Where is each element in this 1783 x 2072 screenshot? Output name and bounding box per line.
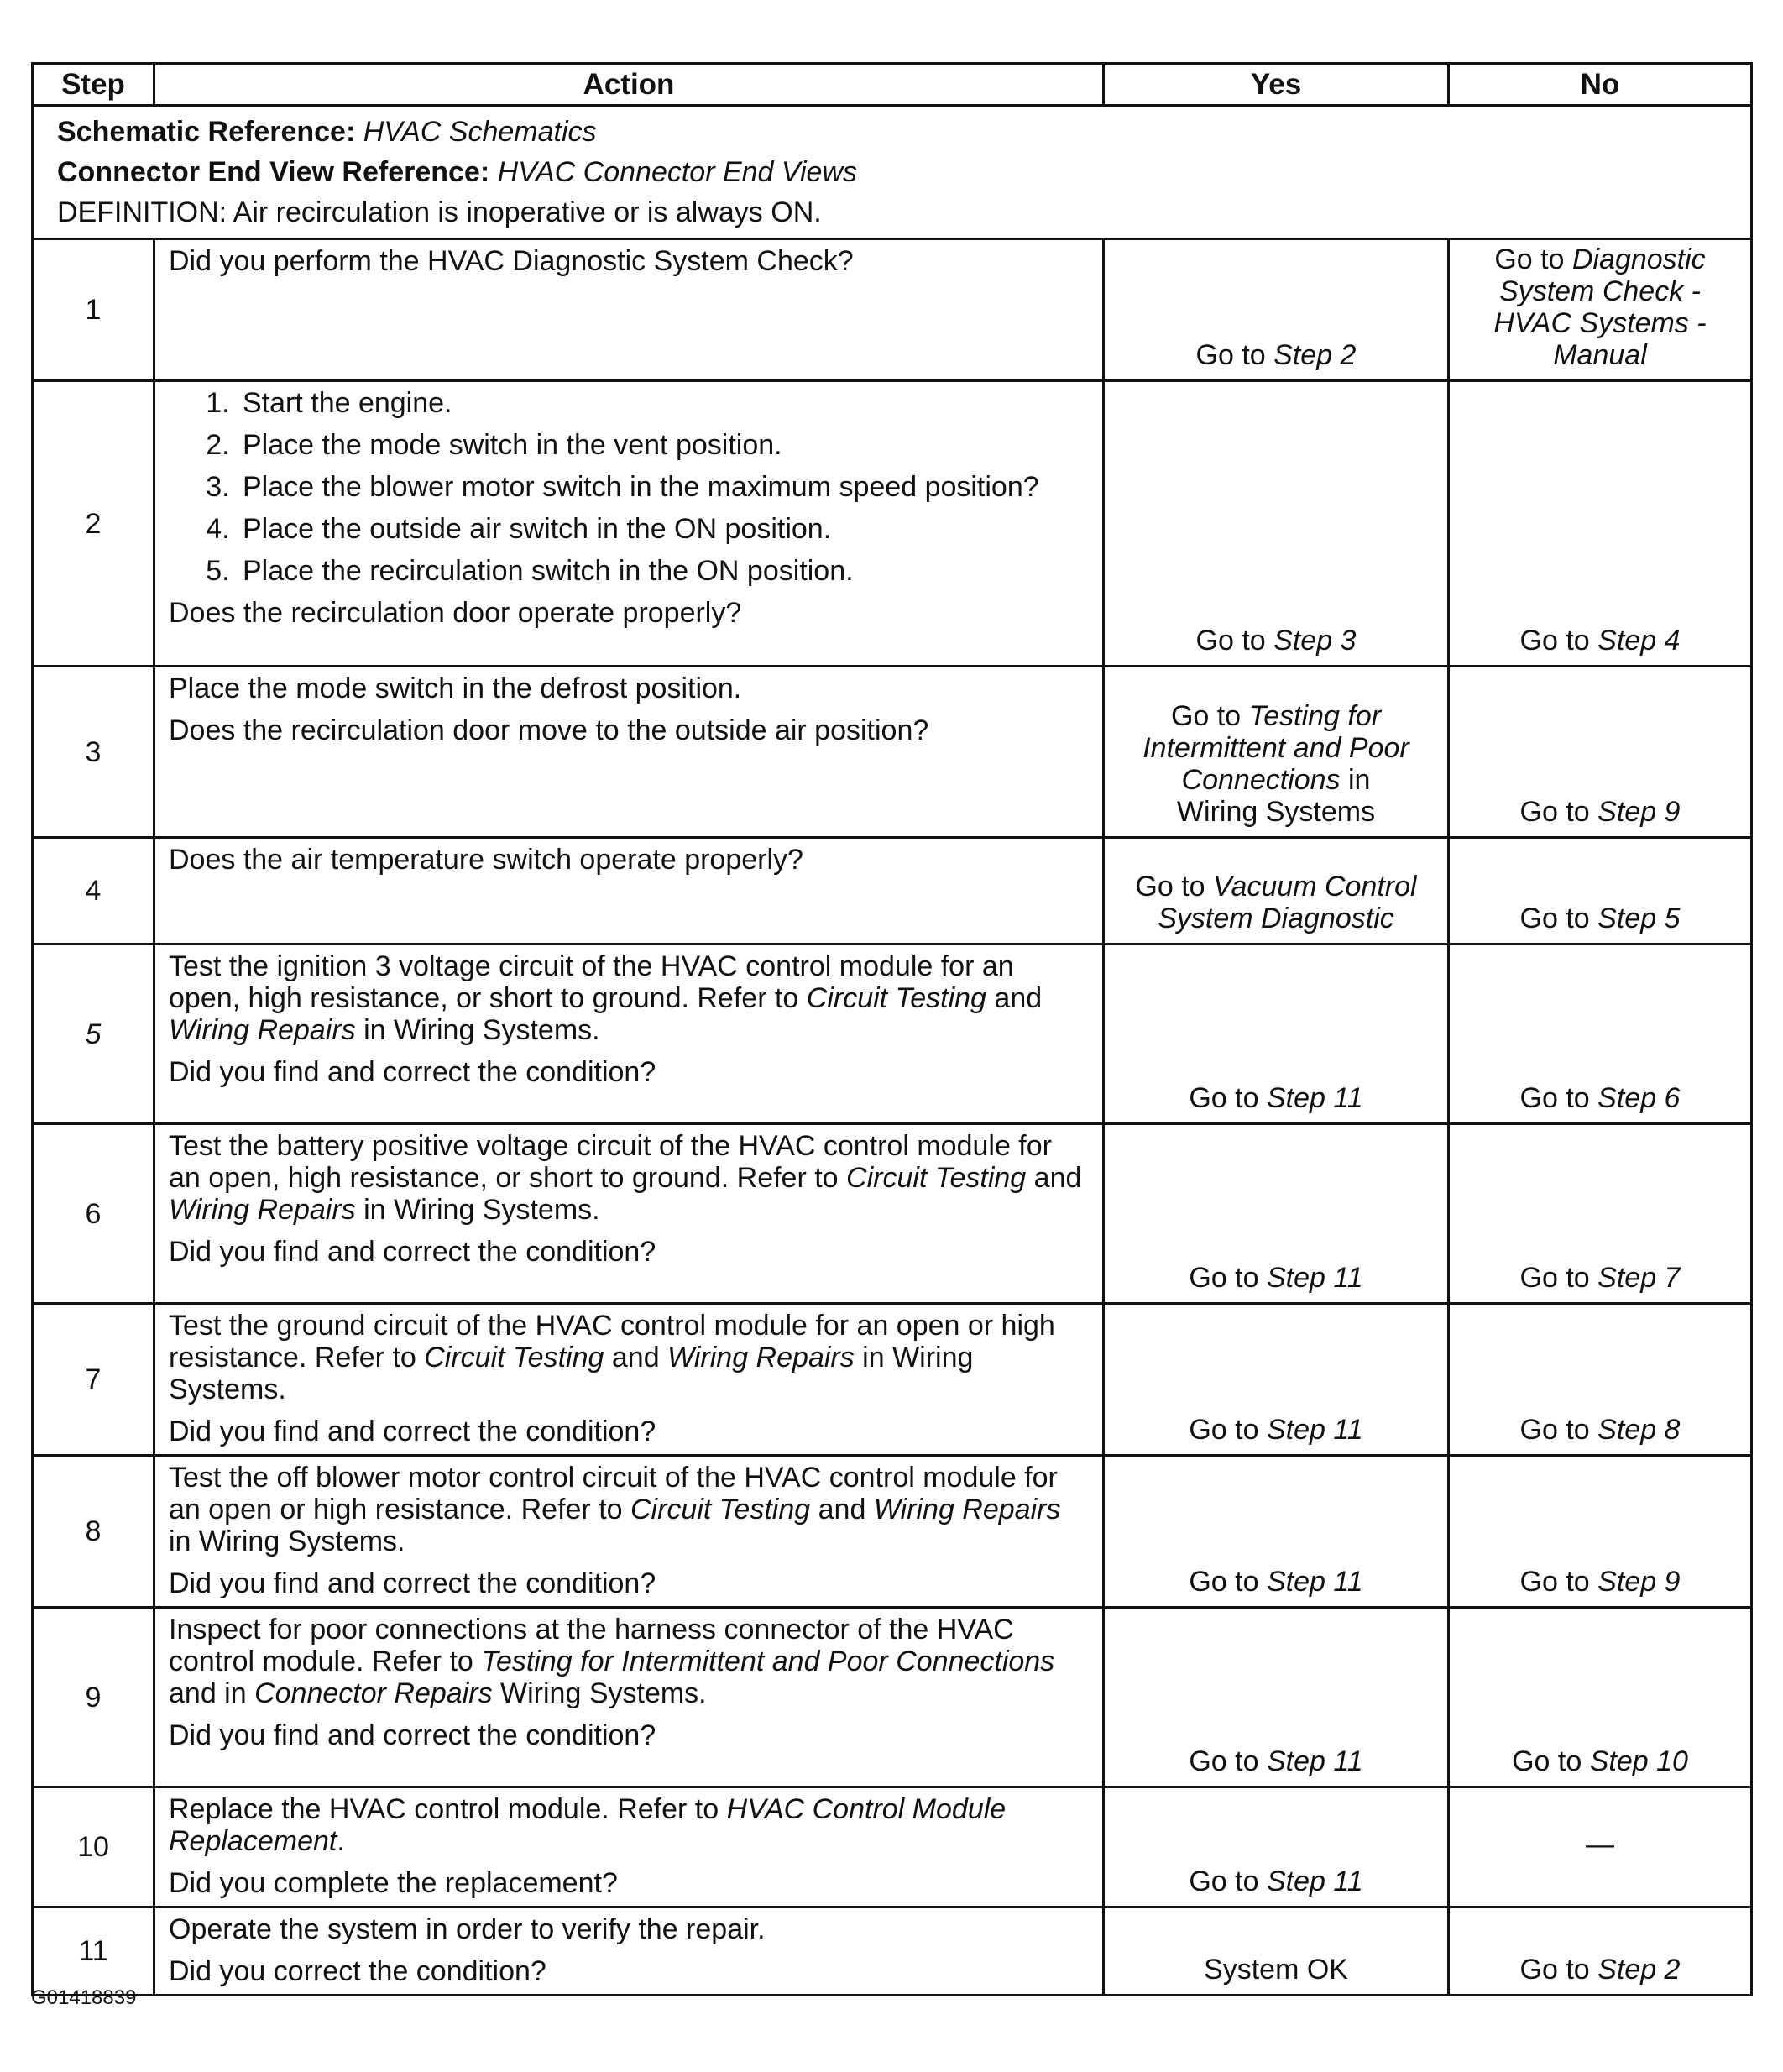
table-row	[33, 838, 1752, 944]
yes-prefix: Go to	[1189, 1262, 1259, 1294]
no-prefix: Go to	[1519, 1954, 1590, 1986]
action-text	[169, 1793, 1090, 1857]
table-row	[33, 239, 1752, 381]
action-text-part: and in	[169, 1677, 247, 1709]
action-link[interactable]: HVAC Control Module Replacement	[169, 1793, 1007, 1857]
header-step: Step	[33, 64, 154, 106]
yes-link[interactable]: Step 11	[1266, 1262, 1363, 1294]
yes-cell	[1104, 667, 1449, 838]
action-link[interactable]: Circuit Testing	[424, 1342, 604, 1373]
yes-link[interactable]: Step 11	[1266, 1566, 1363, 1598]
action-text-part: Inspect for poor connections at the harness connector of the HVAC control module. Refer to	[169, 1614, 1014, 1677]
yes-suffix: in Wiring Systems	[1176, 764, 1376, 828]
action-link[interactable]: Circuit Testing	[806, 982, 986, 1014]
action-question: Did you find and correct the condition?	[169, 1236, 656, 1268]
table-row	[33, 667, 1752, 838]
action-cell	[154, 944, 1104, 1124]
schematic-reference-link[interactable]: HVAC Schematics	[363, 116, 597, 148]
yes-cell	[1104, 381, 1449, 667]
step-number: 3	[33, 667, 154, 838]
action-question: Did you find and correct the condition?	[169, 1415, 656, 1447]
no-prefix: Go to	[1512, 1745, 1582, 1777]
figure-id: G01418839	[31, 1986, 137, 2009]
action-text-part: Test the battery positive voltage circuit of the HVAC control module for an open, high resistance, or short to ground. Refer to	[169, 1130, 1052, 1194]
action-cell	[154, 1608, 1104, 1787]
list-item: 2. Place the mode switch in the vent position.	[238, 429, 1090, 461]
yes-prefix: Go to	[1189, 1082, 1259, 1114]
action-cell	[154, 381, 1104, 667]
action-text: Operate the system in order to verify the repair.	[169, 1913, 766, 1945]
action-text-part: and	[1033, 1162, 1082, 1194]
action-question: Does the air temperature switch operate properly?	[169, 844, 803, 876]
no-cell	[1449, 1456, 1752, 1608]
yes-prefix: Go to	[1189, 1745, 1259, 1777]
action-cell	[154, 1907, 1104, 1996]
yes-cell	[1104, 1787, 1449, 1907]
reference-cell	[33, 106, 1752, 239]
header-row	[33, 64, 1752, 106]
no-prefix: Go to	[1519, 903, 1590, 934]
yes-link[interactable]: Step 2	[1273, 339, 1357, 371]
table-row	[33, 1608, 1752, 1787]
header-action: Action	[154, 64, 1104, 106]
action-text-part: Test the off blower motor control circuit of the HVAC control module for an open or high resistance. Refer to	[169, 1462, 1058, 1525]
action-text-part: and	[611, 1342, 660, 1373]
yes-prefix: Go to	[1189, 1865, 1259, 1897]
yes-link[interactable]: Step 11	[1266, 1745, 1363, 1777]
action-link[interactable]: Wiring Repairs	[169, 1014, 356, 1046]
yes-text: System OK	[1204, 1954, 1348, 1986]
action-text-part: Test the ground circuit of the HVAC control module for an open or high resistance. Refer to	[169, 1310, 1055, 1373]
list-item: 1. Start the engine.	[238, 387, 1090, 419]
action-text: Place the mode switch in the defrost position.	[169, 672, 742, 704]
action-steps-list	[169, 387, 1090, 587]
yes-cell	[1104, 1124, 1449, 1304]
action-link[interactable]: Circuit Testing	[846, 1162, 1027, 1194]
yes-link[interactable]: Vacuum Control System Diagnostic	[1158, 871, 1417, 934]
schematic-reference	[57, 112, 1750, 152]
no-link[interactable]: Step 5	[1597, 903, 1681, 934]
no-link[interactable]: Step 4	[1597, 625, 1681, 657]
action-link[interactable]: Wiring Repairs	[169, 1194, 356, 1226]
action-text-part: Test the ignition 3 voltage circuit of the HVAC control module for an open, high resistance, or short to ground. Refer to	[169, 950, 1014, 1014]
action-question: Did you find and correct the condition?	[169, 1056, 656, 1088]
no-link[interactable]: Step 2	[1597, 1954, 1681, 1986]
yes-prefix: Go to	[1135, 871, 1205, 903]
action-cell	[154, 1456, 1104, 1608]
no-link[interactable]: Step 10	[1589, 1745, 1688, 1777]
yes-cell	[1104, 1456, 1449, 1608]
action-question: Does the recirculation door operate properly?	[169, 597, 742, 629]
connector-reference-label: Connector End View Reference:	[57, 156, 490, 188]
yes-link[interactable]: Step 11	[1266, 1414, 1363, 1446]
connector-reference-link[interactable]: HVAC Connector End Views	[497, 156, 857, 188]
connector-reference	[57, 152, 1750, 192]
action-question: Did you find and correct the condition?	[169, 1567, 656, 1599]
no-cell	[1449, 838, 1752, 944]
list-item: 5. Place the recirculation switch in the ON position.	[238, 555, 1090, 587]
reference-row	[33, 106, 1752, 239]
step-number: 8	[33, 1456, 154, 1608]
list-item: 4. Place the outside air switch in the ON position.	[238, 513, 1090, 545]
no-link[interactable]: Step 6	[1597, 1082, 1681, 1114]
action-text-part: in Wiring Systems.	[363, 1194, 600, 1226]
no-link[interactable]: Step 9	[1597, 1566, 1681, 1598]
action-cell	[154, 667, 1104, 838]
step-number: 10	[33, 1787, 154, 1907]
yes-cell	[1104, 1608, 1449, 1787]
step-number: 5	[33, 944, 154, 1124]
action-text-part: and	[994, 982, 1043, 1014]
action-text-part: in Wiring Systems.	[363, 1014, 600, 1046]
table-row	[33, 1907, 1752, 1996]
action-text	[169, 1462, 1090, 1557]
yes-prefix: Go to	[1189, 1414, 1259, 1446]
table-row	[33, 1787, 1752, 1907]
header-yes: Yes	[1104, 64, 1449, 106]
no-prefix: Go to	[1519, 625, 1590, 657]
definition-text: DEFINITION: Air recirculation is inoperative or is always ON.	[57, 196, 822, 228]
no-cell	[1449, 1608, 1752, 1787]
table-row	[33, 1304, 1752, 1456]
action-text	[169, 1310, 1090, 1405]
action-question: Did you perform the HVAC Diagnostic System Check?	[169, 245, 854, 277]
yes-link[interactable]: Step 3	[1273, 625, 1357, 657]
yes-cell	[1104, 944, 1449, 1124]
yes-cell	[1104, 1907, 1449, 1996]
action-question: Did you find and correct the condition?	[169, 1719, 656, 1751]
no-cell	[1449, 944, 1752, 1124]
step-number: 9	[33, 1608, 154, 1787]
action-link[interactable]: Wiring Repairs	[873, 1494, 1061, 1525]
yes-link[interactable]: Step 11	[1266, 1865, 1363, 1897]
no-link[interactable]: Diagnostic System Check - HVAC Systems - Manual	[1493, 243, 1707, 371]
no-prefix: Go to	[1519, 1262, 1590, 1294]
action-text-part: in Wiring Systems.	[169, 1342, 974, 1405]
action-text	[169, 1614, 1090, 1709]
diagnostic-document	[31, 62, 1750, 1996]
action-question: Did you complete the replacement?	[169, 1867, 618, 1899]
no-cell	[1449, 1787, 1752, 1907]
table-row	[33, 1456, 1752, 1608]
table-row	[33, 1124, 1752, 1304]
action-text-part: Replace the HVAC control module. Refer to	[169, 1793, 719, 1825]
no-cell	[1449, 239, 1752, 381]
no-prefix: Go to	[1519, 1414, 1590, 1446]
yes-prefix: Go to	[1170, 700, 1242, 732]
action-link[interactable]: Testing for Intermittent and Poor Connections	[481, 1646, 1055, 1677]
no-cell	[1449, 1907, 1752, 1996]
yes-cell	[1104, 1304, 1449, 1456]
no-link[interactable]: Step 8	[1597, 1414, 1681, 1446]
action-text-part: in Wiring Systems.	[169, 1525, 405, 1557]
action-link[interactable]: Wiring Repairs	[667, 1342, 855, 1373]
table-row	[33, 944, 1752, 1124]
action-question: Does the recirculation door move to the outside air position?	[169, 714, 929, 746]
action-cell	[154, 1787, 1104, 1907]
action-text	[169, 1130, 1090, 1226]
action-cell	[154, 838, 1104, 944]
schematic-reference-label: Schematic Reference:	[57, 116, 356, 148]
yes-prefix: Go to	[1195, 339, 1266, 371]
action-link[interactable]: Circuit Testing	[630, 1494, 811, 1525]
list-item: 3. Place the blower motor switch in the maximum speed position?	[238, 471, 1090, 503]
yes-cell	[1104, 838, 1449, 944]
action-cell	[154, 1124, 1104, 1304]
action-cell	[154, 1304, 1104, 1456]
no-prefix: Go to	[1519, 1566, 1590, 1598]
action-cell	[154, 239, 1104, 381]
no-cell	[1449, 667, 1752, 838]
yes-cell	[1104, 239, 1449, 381]
no-cell	[1449, 1304, 1752, 1456]
step-number: 11	[33, 1907, 154, 1996]
step-number: 1	[33, 239, 154, 381]
diagnostic-table	[31, 62, 1753, 1996]
no-link[interactable]: Step 9	[1597, 796, 1681, 828]
action-text	[169, 950, 1090, 1046]
no-cell	[1449, 1124, 1752, 1304]
step-number: 7	[33, 1304, 154, 1456]
action-text-part: .	[337, 1825, 345, 1857]
yes-link[interactable]: Testing for Intermittent and Poor Connections	[1142, 700, 1409, 796]
header-no: No	[1449, 64, 1752, 106]
no-dash: —	[1586, 1829, 1614, 1860]
step-number: 6	[33, 1124, 154, 1304]
action-link[interactable]: Connector Repairs	[254, 1677, 493, 1709]
yes-link[interactable]: Step 11	[1266, 1082, 1363, 1114]
no-prefix: Go to	[1519, 1082, 1590, 1114]
yes-prefix: Go to	[1189, 1566, 1259, 1598]
table-row	[33, 381, 1752, 667]
no-cell	[1449, 381, 1752, 667]
no-link[interactable]: Step 7	[1597, 1262, 1681, 1294]
action-text-part: and	[818, 1494, 866, 1525]
action-question: Did you correct the condition?	[169, 1955, 546, 1987]
step-number: 2	[33, 381, 154, 667]
action-text-part: Wiring Systems.	[500, 1677, 707, 1709]
no-prefix: Go to	[1494, 243, 1565, 275]
step-number: 4	[33, 838, 154, 944]
yes-prefix: Go to	[1195, 625, 1266, 657]
no-prefix: Go to	[1519, 796, 1590, 828]
